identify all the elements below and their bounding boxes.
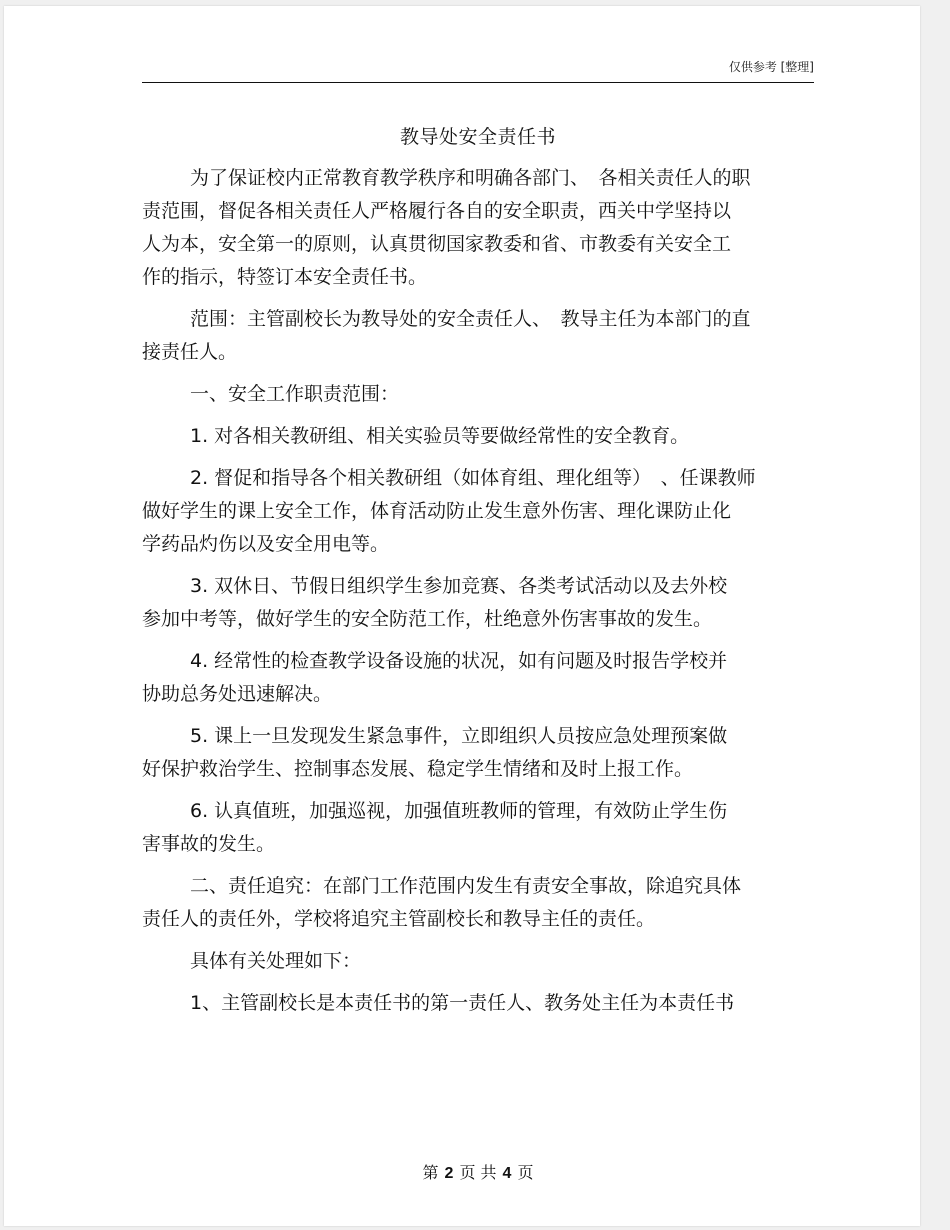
paragraph-line: 范围：主管副校长为教导处的安全责任人、 教导主任为本部门的直 <box>190 308 751 330</box>
paragraph-line: 参加中考等，做好学生的安全防范工作，杜绝意外伤害事故的发生。 <box>142 608 713 630</box>
paragraph <box>142 162 822 294</box>
page-header <box>142 54 814 78</box>
footer-middle: 页 共 <box>459 1163 497 1182</box>
document-page <box>4 6 920 1226</box>
header-rule <box>142 82 814 83</box>
paragraph-line: 二、责任追究：在部门工作范围内发生有责安全事故，除追究具体 <box>190 875 742 897</box>
paragraph-line: 1. 对各相关教研组、相关实验员等要做经常性的安全教育。 <box>190 425 690 447</box>
paragraph <box>142 462 822 561</box>
paragraph-line: 5. 课上一旦发现发生紧急事件，立即组织人员按应急处理预案做 <box>190 725 728 747</box>
paragraph-line: 人为本，安全第一的原则，认真贯彻国家教委和省、市教委有关安全工 <box>142 233 732 255</box>
footer-prefix: 第 <box>422 1163 439 1182</box>
paragraph-line: 责任人的责任外，学校将追究主管副校长和教导主任的责任。 <box>142 908 656 930</box>
paragraph <box>142 645 822 711</box>
paragraph <box>142 570 822 636</box>
paragraph-line: 做好学生的课上安全工作，体育活动防止发生意外伤害、理化课防止化 <box>142 500 732 522</box>
paragraph <box>142 795 822 861</box>
paragraph <box>142 420 822 453</box>
paragraph <box>142 987 822 1020</box>
paragraph-line: 接责任人。 <box>142 341 238 363</box>
paragraph <box>142 378 822 411</box>
paragraph-line: 6. 认真值班，加强巡视，加强值班教师的管理，有效防止学生伤 <box>190 800 728 822</box>
paragraph <box>142 720 822 786</box>
footer-total-pages: 4 <box>502 1165 512 1182</box>
paragraph-line: 为了保证校内正常教育教学秩序和明确各部门、 各相关责任人的职 <box>190 167 751 189</box>
footer-suffix: 页 <box>517 1163 534 1182</box>
document-body <box>142 162 822 1029</box>
paragraph-line: 害事故的发生。 <box>142 833 276 855</box>
paragraph-line: 3. 双休日、节假日组织学生参加竞赛、各类考试活动以及去外校 <box>190 575 728 597</box>
paragraph-line: 2. 督促和指导各个相关教研组（如体育组、理化组等） 、任课教师 <box>190 467 756 489</box>
document-title: 教导处安全责任书 <box>399 126 556 148</box>
paragraph-line: 好保护救治学生、控制事态发展、稳定学生情绪和及时上报工作。 <box>142 758 694 780</box>
page-footer <box>142 1160 814 1183</box>
footer-page-number: 2 <box>444 1165 454 1182</box>
paragraph-line: 责范围，督促各相关责任人严格履行各自的安全职责，西关中学坚持以 <box>142 200 732 222</box>
header-note: 仅供参考 [整理] <box>728 60 814 74</box>
paragraph-line: 1、主管副校长是本责任书的第一责任人、教务处主任为本责任书 <box>190 992 735 1014</box>
paragraph-line: 一、安全工作职责范围： <box>190 383 400 405</box>
paragraph-line: 学药品灼伤以及安全用电等。 <box>142 533 390 555</box>
paragraph-line: 作的指示，特签订本安全责任书。 <box>142 266 428 288</box>
paragraph <box>142 870 822 936</box>
paragraph-line: 协助总务处迅速解决。 <box>142 683 333 705</box>
paragraph <box>142 945 822 978</box>
paragraph-line: 具体有关处理如下： <box>190 950 362 972</box>
paragraph-line: 4. 经常性的检查教学设备设施的状况，如有问题及时报告学校并 <box>190 650 728 672</box>
paragraph <box>142 303 822 369</box>
